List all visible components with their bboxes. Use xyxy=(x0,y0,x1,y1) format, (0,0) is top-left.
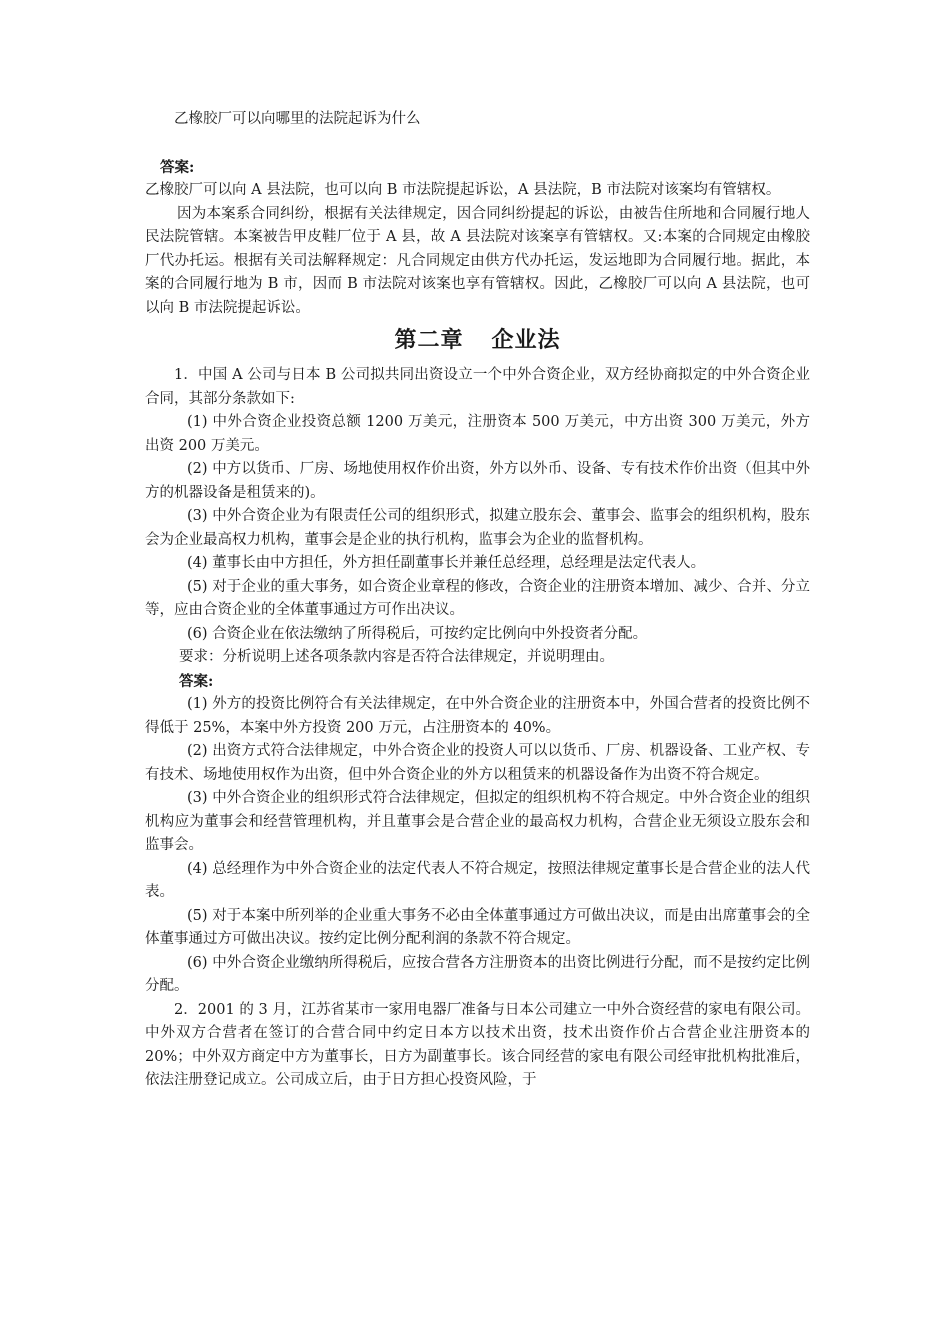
case-2-intro: 2．2001 的 3 月，江苏省某市一家用电器厂准备与日本公司建立一中外合资经营的家电有限公司。中外双方合营者在签订的合营合同中约定日本方以技术出资，技术出资作价占合营企业注册资本的 20%；中外双方商定中方为董事长，日方为副董事长。该合同经营的家电有限公司经审批机构批准后，依法注册登记成立。公司成立后，由于日方担心投资风险，于 xyxy=(145,1001,810,1088)
case-1-answer-6: (6) 中外合资企业缴纳所得税后，应按合营各方注册资本的出资比例进行分配，而不是按约定比例分配。 xyxy=(145,954,810,994)
case-1-answer-2: (2) 出资方式符合法律规定，中外合资企业的投资人可以以货币、厂房、机器设备、工业产权、专有技术、场地使用权作为出资，但中外合资企业的外方以租赁来的机器设备作为出资不符合规定。 xyxy=(145,743,810,783)
case-1-clause-6: (6) 合资企业在依法缴纳了所得税后，可按约定比例向中外投资者分配。 xyxy=(187,625,648,642)
case-1-requirement: 要求：分析说明上述各项条款内容是否符合法律规定，并说明理由。 xyxy=(179,649,614,665)
answer-1-paragraph-2: 因为本案系合同纠纷，根据有关法律规定，因合同纠纷提起的诉讼，由被告住所地和合同履行地人民法院管辖。本案被告甲皮鞋厂位于 A 县，故 A 县法院对该案享有管辖权。又:本案的合同规定由橡胶厂代办托运。根据有关司法解释规定：凡合同规定由供方代办托运，发运地即为合同履行地。据此，本案的合同履行地为 B 市，因而 B 市法院对该案也享有管辖权。因此，乙橡胶厂可以向 A 县法院，也可以向 B 市法院提起诉讼。 xyxy=(145,205,810,316)
case-1-answer-4: (4) 总经理作为中外合资企业的法定代表人不符合规定，按照法律规定董事长是合营企业的法人代表。 xyxy=(145,860,810,900)
case-1-clause-5: (5) 对于企业的重大事务，如合资企业章程的修改，合资企业的注册资本增加、减少、合并、分立等，应由合资企业的全体董事通过方可作出决议。 xyxy=(145,578,810,618)
chapter-number: 第二章 xyxy=(394,328,464,353)
case-1-clause-1: (1) 中外合资企业投资总额 1200 万美元，注册资本 500 万美元，中方出资 300 万美元，外方出资 200 万美元。 xyxy=(145,414,810,454)
case-1-answer-5: (5) 对于本案中所列举的企业重大事务不必由全体董事通过方可做出决议，而是由出席董事会的全体董事通过方可做出决议。按约定比例分配利润的条款不符合规定。 xyxy=(145,907,810,947)
case-1-intro: 1．中国 A 公司与日本 B 公司拟共同出资设立一个中外合资企业，双方经协商拟定的中外合资企业合同，其部分条款如下: xyxy=(145,367,810,407)
case-1-answer-label: 答案: xyxy=(179,672,214,690)
case-1-answer-3: (3) 中外合资企业的组织形式符合法律规定，但拟定的组织机构不符合规定。中外合资企业的组织机构应为董事会和经营管理机构，并且董事会是合营企业的最高权力机构，合营企业无须设立股东会和监事会。 xyxy=(145,790,810,853)
blank-gap xyxy=(145,132,810,156)
chapter-title xyxy=(145,324,810,358)
chapter-name: 企业法 xyxy=(491,328,561,353)
case-1-answer-1: (1) 外方的投资比例符合有关法律规定，在中外合资企业的注册资本中，外国合营者的投资比例不得低于 25%，本案中外方投资 200 万元，占注册资本的 40%。 xyxy=(145,696,810,736)
case-1-clause-3: (3) 中外合资企业为有限责任公司的组织形式，拟建立股东会、董事会、监事会的组织机构，股东会为企业最高权力机构，董事会是企业的执行机构，监事会为企业的监督机构。 xyxy=(145,508,810,548)
case-1-clause-4: (4) 董事长由中方担任，外方担任副董事长并兼任总经理，总经理是法定代表人。 xyxy=(187,555,706,571)
document-page xyxy=(145,108,810,1093)
answer-label-1: 答案: xyxy=(160,158,195,176)
case-1-clause-2: (2) 中方以货币、厂房、场地使用权作价出资，外方以外币、设备、专有技术作价出资（但其中外方的机器设备是租赁来的)。 xyxy=(145,461,810,501)
question-intro: 乙橡胶厂可以向哪里的法院起诉为什么 xyxy=(174,111,421,127)
answer-1-paragraph-1: 乙橡胶厂可以向 A 县法院，也可以向 B 市法院提起诉讼，A 县法院，B 市法院对该案均有管辖权。 xyxy=(145,182,781,198)
